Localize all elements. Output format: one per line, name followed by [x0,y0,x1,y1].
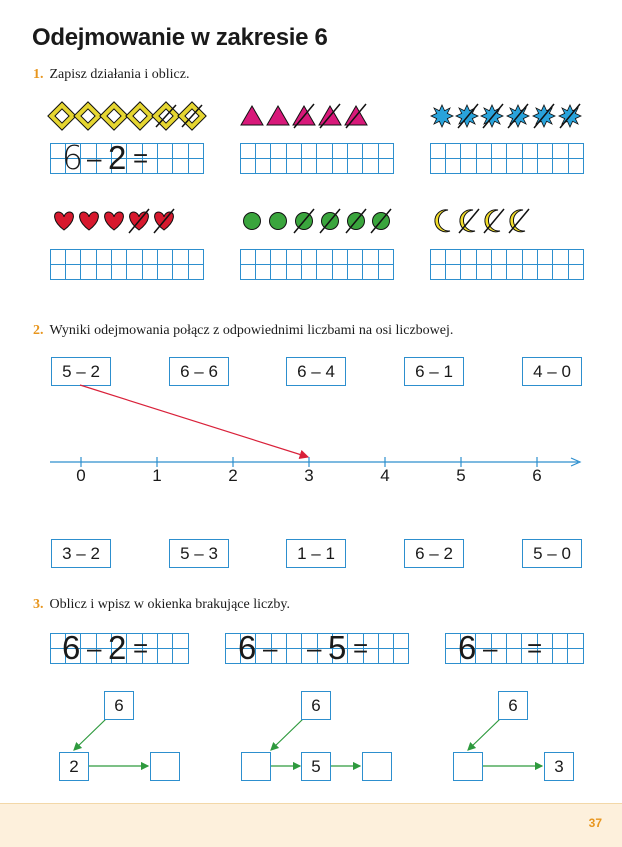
example-minuend: 6 [62,138,83,177]
axis-tick-label: 1 [152,466,162,485]
task-number: 3. [33,597,44,612]
eq2-minuend: 6 [238,629,257,666]
diagram-top-box: 6 [498,691,528,720]
expression-box-bottom[interactable]: 3 – 2 [51,539,111,568]
eq1-minus: – [87,633,102,663]
expression-box-bottom[interactable]: 6 – 2 [404,539,464,568]
page-footer [0,803,622,847]
axis-tick-label: 5 [456,466,466,485]
diagram-answer-box[interactable] [453,752,483,781]
example-minus: – [87,143,102,173]
eq3-minus: – [483,633,498,663]
diagram-answer-box[interactable] [362,752,392,781]
task-text: Zapisz działania i oblicz. [49,67,190,82]
eq1-subtrahend: 2 [108,629,127,666]
axis-tick-label: 6 [532,466,542,485]
expression-box-bottom[interactable]: 1 – 1 [286,539,346,568]
axis-tick-label: 2 [228,466,238,485]
diagram-answer-box[interactable] [150,752,180,781]
task-number: 2. [33,323,44,338]
expression-box-top[interactable]: 6 – 6 [169,357,229,386]
task-text: Wyniki odejmowania połącz z odpowiednimi liczbami na osi liczbowej. [49,323,454,338]
diagram-top-box: 6 [301,691,331,720]
expression-box-bottom[interactable]: 5 – 0 [522,539,582,568]
expression-box-top[interactable]: 5 – 2 [51,357,111,386]
expression-box-top[interactable]: 4 – 0 [522,357,582,386]
axis-tick-label: 3 [304,466,314,485]
eq1-equals: = [133,633,149,663]
example-equals: = [133,143,149,173]
axis-tick-label: 4 [380,466,390,485]
example-subtrahend: 2 [108,139,127,176]
eq2-minus: – [263,633,278,663]
diagram-top-box: 6 [104,691,134,720]
diagram-middle-box: 5 [301,752,331,781]
expression-box-bottom[interactable]: 5 – 3 [169,539,229,568]
page-number: 37 [588,816,602,830]
eq2-minus-second: – [307,633,322,663]
eq2-equals: = [353,633,369,663]
eq1-minuend: 6 [62,629,81,666]
eq3-equals: = [527,633,543,663]
expression-box-top[interactable]: 6 – 1 [404,357,464,386]
expression-box-top[interactable]: 6 – 4 [286,357,346,386]
diagram-result-box[interactable]: 2 [59,752,89,781]
axis-tick-label: 0 [76,466,86,485]
eq3-minuend: 6 [458,629,477,666]
page-title: Odejmowanie w zakresie 6 [32,24,328,51]
task-text: Oblicz i wpisz w okienka brakujące liczby. [49,597,291,612]
diagram-answer-box[interactable] [241,752,271,781]
eq2-subtrahend: 5 [328,629,347,666]
diagram-result-box: 3 [544,752,574,781]
task-number: 1. [33,67,44,82]
